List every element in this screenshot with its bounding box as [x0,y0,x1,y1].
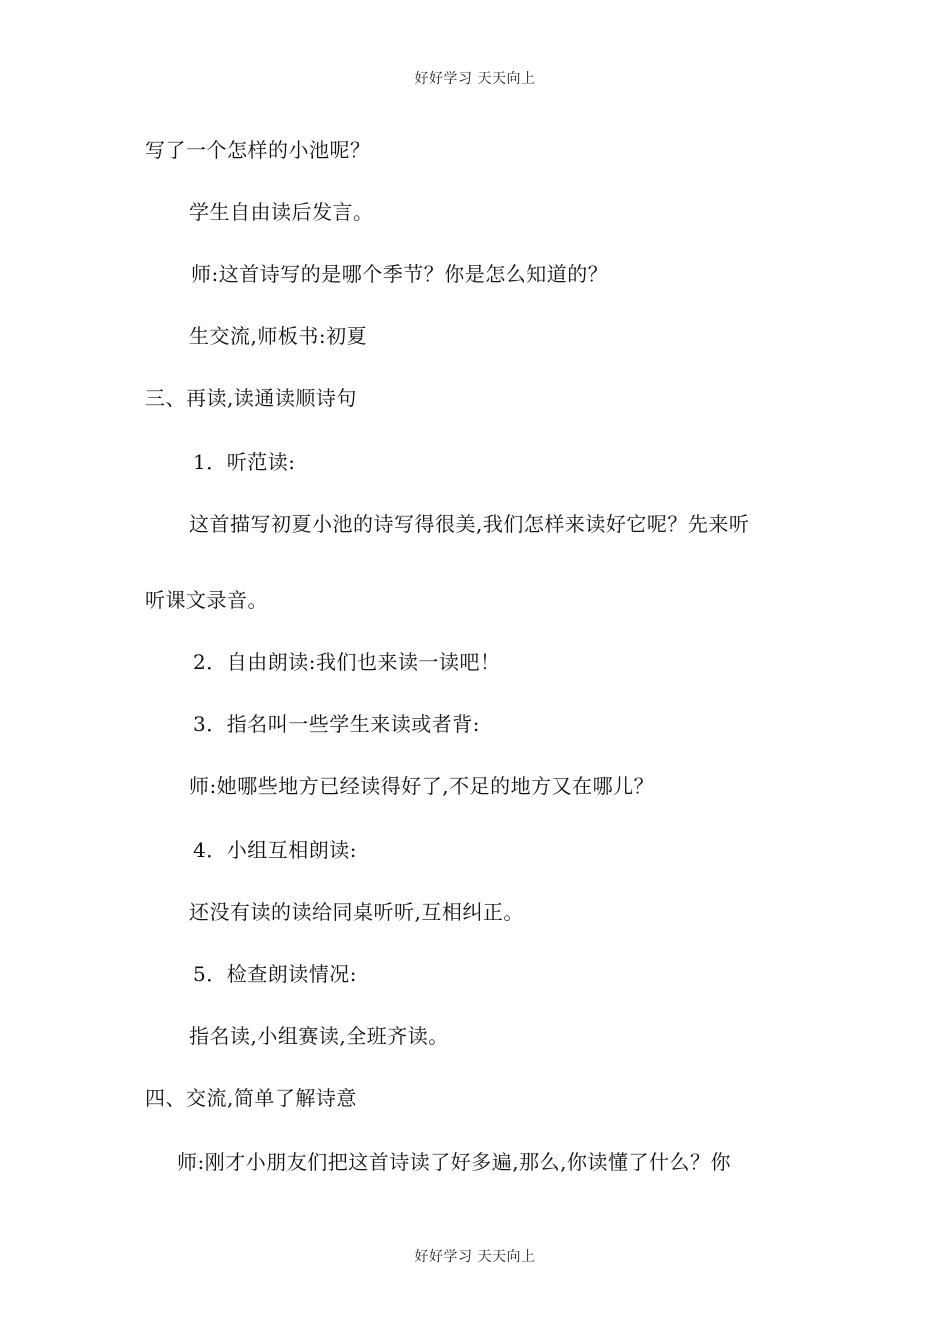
list-item-2: 2．自由朗读:我们也来读一读吧！ [193,650,501,674]
list-item-4: 4．小组互相朗读: [193,838,357,862]
text-line-8: 听课文录音。 [145,588,268,612]
list-item-5: 5．检查朗读情况: [193,962,357,986]
text-line-1: 写了一个怎样的小池呢？ [145,138,371,162]
section-heading-3: 三、再读,读通读顺诗句 [145,386,357,410]
list-item-1: 1．听范读: [193,450,296,474]
text-line-3: 师:这首诗写的是哪个季节？你是怎么知道的？ [191,262,609,286]
text-line-13: 还没有读的读给同桌听听,互相纠正。 [189,900,524,924]
list-item-3: 3．指名叫一些学生来读或者背: [193,712,480,736]
section-heading-4: 四、交流,简单了解诗意 [145,1086,357,1110]
text-line-7: 这首描写初夏小池的诗写得很美,我们怎样来读好它呢？先来听 [189,512,750,536]
text-line-17: 师:刚才小朋友们把这首诗读了好多遍,那么,你读懂了什么？你 [177,1150,731,1174]
page-footer: 好好学习 天天向上 [414,1249,536,1265]
text-line-15: 指名读,小组赛读,全班齐读。 [189,1024,449,1048]
text-line-4: 生交流,师板书:初夏 [189,324,368,348]
text-line-2: 学生自由读后发言。 [189,200,374,224]
text-line-11: 师:她哪些地方已经读得好了,不足的地方又在哪儿？ [189,774,655,798]
page-header: 好好学习 天天向上 [414,71,536,87]
